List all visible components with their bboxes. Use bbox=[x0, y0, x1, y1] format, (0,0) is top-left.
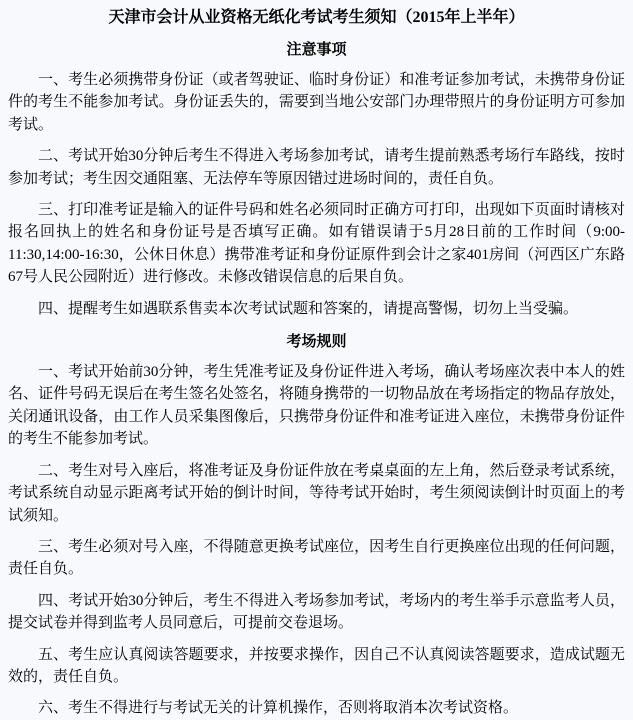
notes-paragraph-3: 三、打印准考证是输入的证件号码和姓名必须同时正确方可打印，出现如下页面时请核对报名回执上的姓名和身份证号是否填写正确。如有错误请于5月28日前的工作时间（9:00-11:30,14:00-16:30，公休日休息）携带准考证和身份证原件到会计之家401房间（河西区广东路67号人民公园附近）进行修改。未修改错误信息的后果自负。 bbox=[8, 202, 625, 286]
section-heading-exam-room-rules: 考场规则 bbox=[286, 334, 347, 351]
rules-paragraph-2: 二、考生对号入座后，将准考证及身份证件放在考桌桌面的左上角，然后登录考试系统，考试系统自动显示距离考试开始的倒计时间，等待考试开始时，考生须阅读倒计时页面上的考试须知。 bbox=[8, 462, 625, 524]
page-title: 天津市会计从业资格无纸化考试考生须知（2015年上半年） bbox=[108, 9, 525, 26]
rules-paragraph-1: 一、考试开始前30分钟，考生凭准考证及身份证件进入考场，确认考场座次表中本人的姓名、证件号码无误后在考生签名处签名，将随身携带的一切物品放在考场指定的物品存放处，关闭通讯设备，由工作人员采集图像后，只携带身份证件和准考证进入座位，未携带身份证件的考生不能参加考试。 bbox=[8, 364, 625, 448]
rules-paragraph-5: 五、考生应认真阅读答题要求，并按要求操作，因自己不认真阅读答题要求，造成试题无效的，责任自负。 bbox=[8, 646, 625, 685]
section-heading-notes: 注意事项 bbox=[286, 42, 347, 58]
rules-paragraph-4: 四、考试开始30分钟后，考生不得进入考场参加考试，考场内的考生举手示意监考人员，提交试卷并得到监考人员同意后，可提前交卷退场。 bbox=[8, 592, 625, 632]
notes-paragraph-2: 二、考试开始30分钟后考生不得进入考场参加考试，请考生提前熟悉考场行车路线，按时参加考试；考生因交通阻塞、无法停车等原因错过进场时间的，责任自负。 bbox=[8, 148, 625, 187]
notes-paragraph-1: 一、考生必须携带身份证（或者驾驶证、临时身份证）和准考证参加考试，未携带身份证件的考生不能参加考试。身份证丢失的，需要到当地公安部门办理带照片的身份证明方可参加考试。 bbox=[8, 72, 625, 133]
notes-paragraph-4: 四、提醒考生如遇联系售卖本次考试试题和答案的，请提高警惕，切勿上当受骗。 bbox=[38, 300, 579, 317]
rules-paragraph-3: 三、考生必须对号入座，不得随意更换考试座位，因考生自行更换座位出现的任何问题，责任自负。 bbox=[8, 538, 625, 578]
rules-paragraph-6: 六、考生不得进行与考试无关的计算机操作，否则将取消本次考试资格。 bbox=[38, 700, 519, 717]
